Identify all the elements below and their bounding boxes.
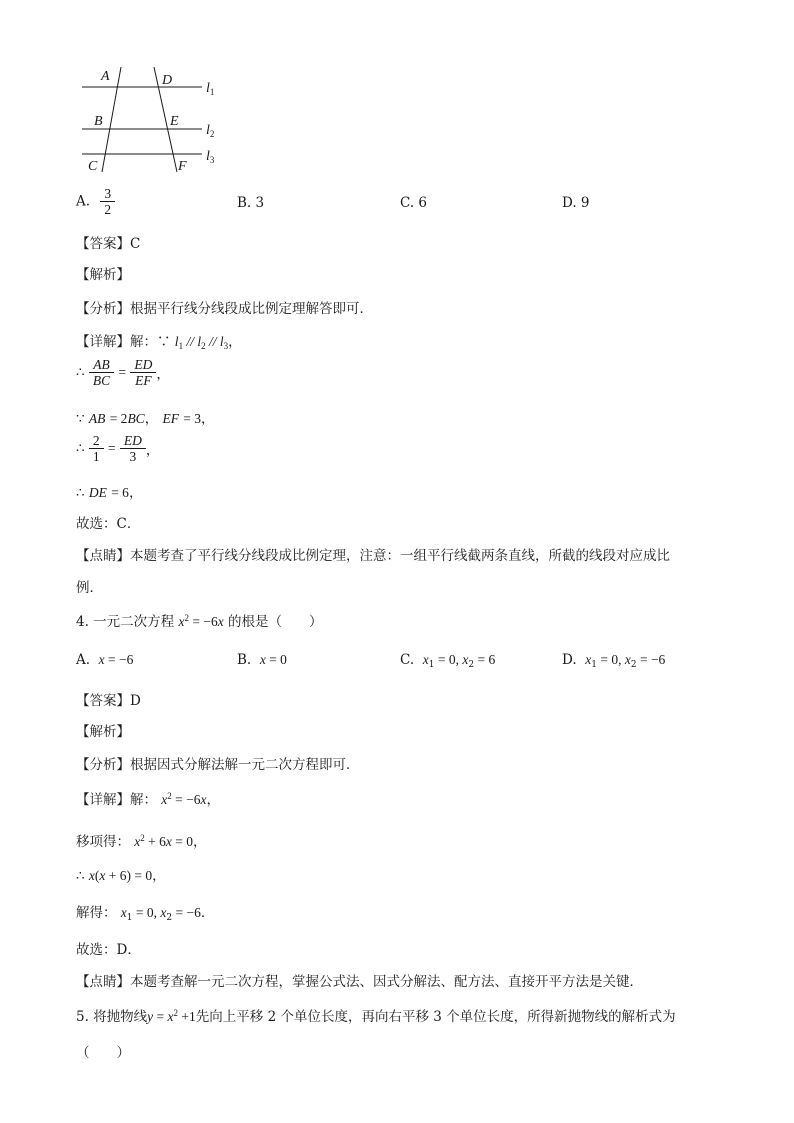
q4-fenxi: 【分析】根据因式分解法解一元二次方程即可．: [76, 757, 360, 773]
q3-option-a: [76, 186, 115, 217]
q3-step-result: ∴ DE = 6，: [76, 485, 143, 501]
q3-step-given: ∵ AB = 2BC， EF = 3，: [76, 411, 215, 427]
fraction-numerator: 3: [104, 186, 112, 201]
q3-step-substitute: ∴ $\frac{2}{1}$ = $\frac{ED}{3}$ ，: [76, 433, 160, 464]
point-d-label: D: [162, 73, 173, 88]
point-b-label: B: [94, 114, 103, 129]
ratio-ed-ef: $\frac{ED}{EF}$: [132, 357, 154, 388]
q4-factor: ∴ x(x + 6) = 0，: [76, 868, 166, 884]
q4-xuan: 故选：D．: [76, 942, 141, 958]
q3-option-c: C. 6: [400, 195, 428, 211]
option-a-fraction: [102, 186, 113, 217]
q4-jiexi: 【解析】: [76, 724, 130, 740]
ratio-ed-three: $\frac{ED}{3}$: [122, 433, 144, 464]
q5-stem: 5. 将抛物线$y = x^2 +1$先向上平移 2 个单位长度，再向右平移 3 个单位长度，所得新抛物线的解析式为: [76, 1008, 676, 1025]
q4-answer: 【答案】D: [76, 693, 141, 709]
ratio-two-one: $\frac{2}{1}$: [91, 433, 102, 464]
q4-dianjing: 【点睛】本题考查解一元二次方程，掌握公式法、因式分解法、配方法、直接开平方法是关键．: [76, 974, 643, 990]
q3-xiangjie: 【详解】解：∵ $l_1 // l_2 // l_3$，: [76, 334, 242, 351]
q3-xuan: 故选：C．: [76, 516, 141, 532]
dianjing-text: 本题考查了平行线分线段成比例定理，注意：一组平行线截两条直线，所截的线段对应成比: [130, 548, 670, 564]
q4-option-c: C. $x_1 = 0$, $x_2 = 6$: [400, 652, 496, 670]
point-c-label: C: [88, 159, 98, 174]
dianjing-tag: 【点睛】: [76, 548, 130, 564]
q4-option-a: A. x = −6: [76, 652, 134, 668]
line-label-l3: $l_3$: [206, 149, 215, 165]
q4-option-d: D. $x_1 = 0$, $x_2 = -6$: [562, 652, 666, 670]
xiangjie-prefix: 解：∵: [130, 334, 171, 350]
q3-answer: [76, 232, 140, 252]
parallel-lines-figure: [78, 62, 228, 182]
point-e-label: E: [170, 114, 179, 129]
answer-tag: 【答案】: [76, 236, 130, 252]
line-label-l2: $l_2$: [206, 123, 215, 139]
q4-xiangjie: 【详解】解： $x^2 = -6x$，: [76, 791, 221, 808]
q3-step-ratio: ∴ $\frac{AB}{BC}$ = $\frac{ED}{EF}$ ，: [76, 357, 170, 388]
q3-fenxi: [76, 297, 373, 317]
q3-option-d: D. 9: [562, 195, 590, 211]
fenxi-tag: 【分析】: [76, 301, 130, 317]
point-a-label: A: [101, 69, 110, 84]
parallel-condition: $l_1 // l_2 // l_3$: [174, 334, 229, 351]
line-label-l1: $l_1$: [206, 81, 215, 97]
fenxi-text: 根据平行线分线段成比例定理解答即可．: [130, 301, 373, 317]
xiangjie-tag: 【详解】: [76, 334, 130, 350]
q3-dianjing: [76, 544, 670, 564]
q5-paren: （ ）: [76, 1045, 130, 1061]
q3-jiexi: 【解析】: [76, 267, 130, 283]
q4-stem: 4. 一元二次方程 $x^2 = -6x$ 的根是（ ）: [76, 613, 323, 630]
option-a-letter: A.: [76, 193, 91, 210]
ratio-ab-bc: $\frac{AB}{BC}$: [91, 357, 112, 388]
q3-option-b: B. 3: [237, 195, 265, 211]
q4-jiede: 解得： $x_1 = 0$, $x_2 = -6$．: [76, 905, 215, 923]
q4-yixiang: 移项得： $x^2 + 6x = 0$，: [76, 833, 207, 850]
q4-stem-suffix: 的根是（ ）: [228, 614, 323, 630]
fraction-denominator: 2: [104, 202, 112, 217]
q4-option-b: B. x = 0: [237, 652, 287, 668]
answer-value: C: [130, 236, 141, 252]
point-f-label: F: [178, 159, 187, 174]
q4-stem-prefix: 4. 一元二次方程: [76, 614, 175, 630]
q3-dianjing-cont: 例．: [76, 580, 103, 596]
